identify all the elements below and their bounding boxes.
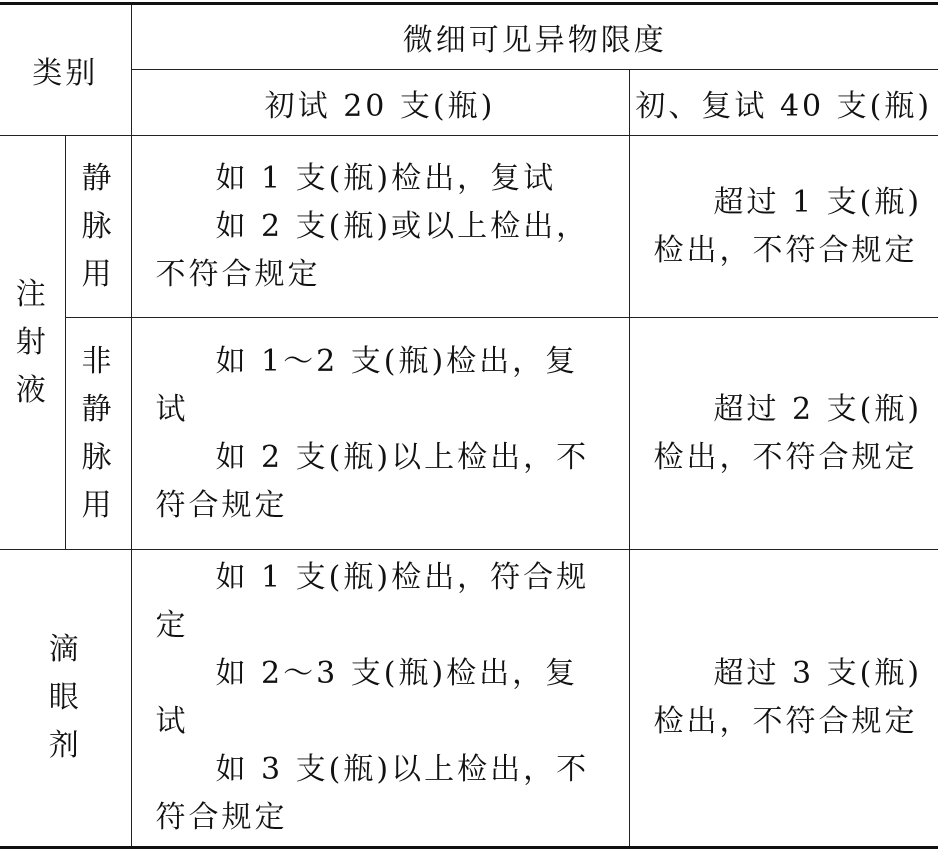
eye-drops-retest-rule	[629, 550, 938, 848]
vertical-char: 用	[81, 256, 115, 292]
non-intravenous-initial-rule	[131, 318, 629, 550]
vertical-char: 滴	[48, 632, 82, 667]
visible-particle-limit-table	[0, 2, 938, 849]
initial-retest-label: 初、复试 40 支(瓶)	[635, 88, 933, 124]
rule-line: 如 1 支(瓶)检出，符合规定	[155, 560, 590, 643]
rule-line: 如 2 支(瓶)或以上检出，不符合规定	[155, 208, 590, 292]
rule-line: 如 3 支(瓶)以上检出，不符合规定	[155, 752, 590, 835]
rule-line: 如 1～2 支(瓶)检出，复试	[155, 343, 579, 427]
vertical-char: 静	[81, 391, 115, 427]
rule-line: 超过 3 支(瓶)检出，不符合规定	[653, 656, 923, 739]
rule-line: 如 2 支(瓶)以上检出，不符合规定	[155, 439, 590, 523]
eye-drops-initial-rule	[131, 550, 629, 848]
vertical-char: 用	[81, 487, 115, 523]
eye-drops-category	[0, 550, 131, 848]
rule-line: 超过 2 支(瓶)检出，不符合规定	[653, 391, 923, 475]
vertical-char: 脉	[81, 208, 115, 244]
vertical-char: 剂	[48, 728, 82, 763]
initial-retest-header	[629, 70, 938, 136]
rule-line: 超过 1 支(瓶)检出，不符合规定	[653, 184, 923, 268]
vertical-char: 注	[15, 276, 49, 312]
rule-line: 如 1 支(瓶)检出，复试	[215, 160, 557, 196]
category-header-label: 类别	[32, 56, 99, 91]
limit-title-label: 微细可见异物限度	[402, 23, 667, 58]
intravenous-subcategory	[65, 136, 131, 318]
vertical-char: 非	[81, 343, 115, 379]
rule-line: 如 2～3 支(瓶)检出，复试	[155, 656, 579, 739]
vertical-char: 液	[15, 372, 49, 408]
initial-test-label: 初试 20 支(瓶)	[264, 88, 496, 124]
vertical-char: 射	[15, 324, 49, 360]
limit-title-header	[131, 4, 938, 70]
non-intravenous-subcategory	[65, 318, 131, 550]
category-header	[0, 4, 131, 136]
injection-category	[0, 136, 65, 550]
vertical-char: 静	[81, 160, 115, 196]
vertical-char: 眼	[48, 680, 82, 715]
vertical-char: 脉	[81, 439, 115, 475]
non-intravenous-retest-rule	[629, 318, 938, 550]
intravenous-retest-rule	[629, 136, 938, 318]
intravenous-initial-rule	[131, 136, 629, 318]
initial-test-header	[131, 70, 629, 136]
